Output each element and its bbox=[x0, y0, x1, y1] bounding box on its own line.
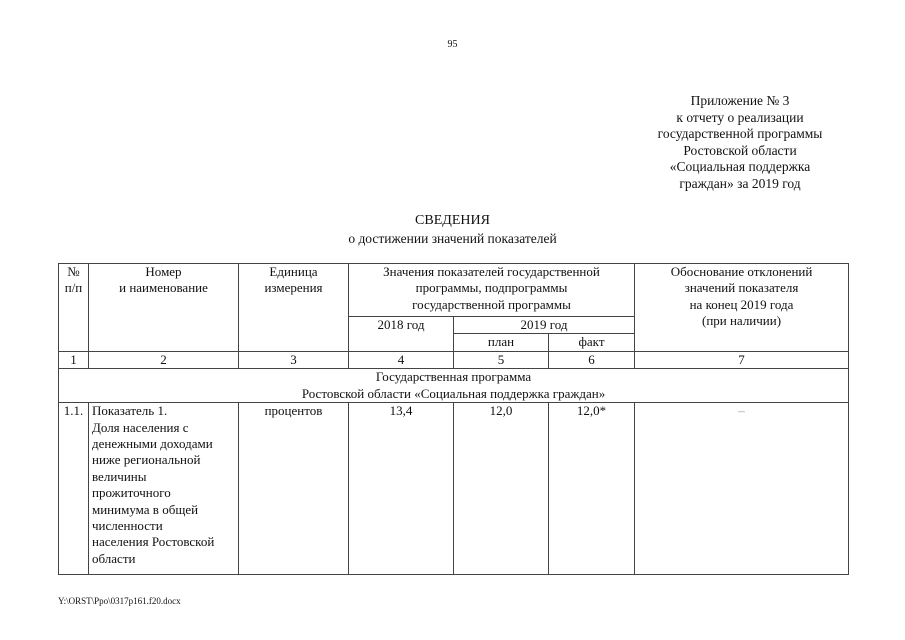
section-title: Государственная программа Ростовской области «Социальная поддержка граждан» bbox=[59, 369, 849, 403]
header-plan: план bbox=[454, 334, 549, 351]
appendix-line: Приложение № 3 bbox=[690, 93, 790, 108]
indicators-table bbox=[58, 263, 849, 575]
page-number: 95 bbox=[447, 39, 458, 50]
header-unit: Единица измерения bbox=[239, 264, 349, 352]
appendix-header bbox=[620, 93, 860, 193]
column-number: 5 bbox=[454, 351, 549, 368]
column-numbers-row bbox=[59, 351, 849, 368]
row-value-2018: 13,4 bbox=[349, 403, 454, 575]
header-reason: Обоснование отклонений значений показателя на конец 2019 года (при наличии) bbox=[635, 264, 849, 352]
table-row bbox=[59, 403, 849, 575]
appendix-line: Ростовской области bbox=[683, 142, 797, 158]
column-number: 2 bbox=[89, 351, 239, 368]
column-number: 3 bbox=[239, 351, 349, 368]
appendix-line: граждан» за 2019 год bbox=[679, 175, 801, 191]
header-values: Значения показателей государственной программы, подпрограммы государственной программы bbox=[349, 264, 635, 317]
header-year-2019: 2019 год bbox=[454, 317, 635, 334]
row-unit: процентов bbox=[239, 403, 349, 575]
row-fact-2019: 12,0* bbox=[549, 403, 635, 575]
header-year-2018: 2018 год bbox=[349, 317, 454, 352]
header-name: Номер и наименование bbox=[89, 264, 239, 352]
row-plan-2019: 12,0 bbox=[454, 403, 549, 575]
appendix-line: государственной программы bbox=[657, 126, 823, 142]
column-number: 4 bbox=[349, 351, 454, 368]
column-number: 7 bbox=[635, 351, 849, 368]
column-number: 1 bbox=[59, 351, 89, 368]
header-fact: факт bbox=[549, 334, 635, 351]
document-title: СВЕДЕНИЯ bbox=[415, 213, 490, 228]
header-num: № п/п bbox=[59, 264, 89, 352]
row-reason: – bbox=[635, 403, 849, 575]
document-subtitle: о достижении значений показателей bbox=[348, 231, 557, 246]
appendix-line: к отчету о реализации bbox=[676, 109, 804, 125]
row-indicator-name: Показатель 1. Доля населения с денежными доходами ниже региональной величины прожиточного минимума в общей численности населения Ростовской области bbox=[89, 403, 239, 575]
footer-file-path: Y:\ORST\Ppo\0317p161.f20.docx bbox=[58, 596, 181, 606]
column-number: 6 bbox=[549, 351, 635, 368]
appendix-line: «Социальная поддержка bbox=[669, 159, 811, 175]
section-row bbox=[59, 369, 849, 403]
row-num: 1.1. bbox=[59, 403, 89, 575]
header-row bbox=[59, 264, 849, 317]
